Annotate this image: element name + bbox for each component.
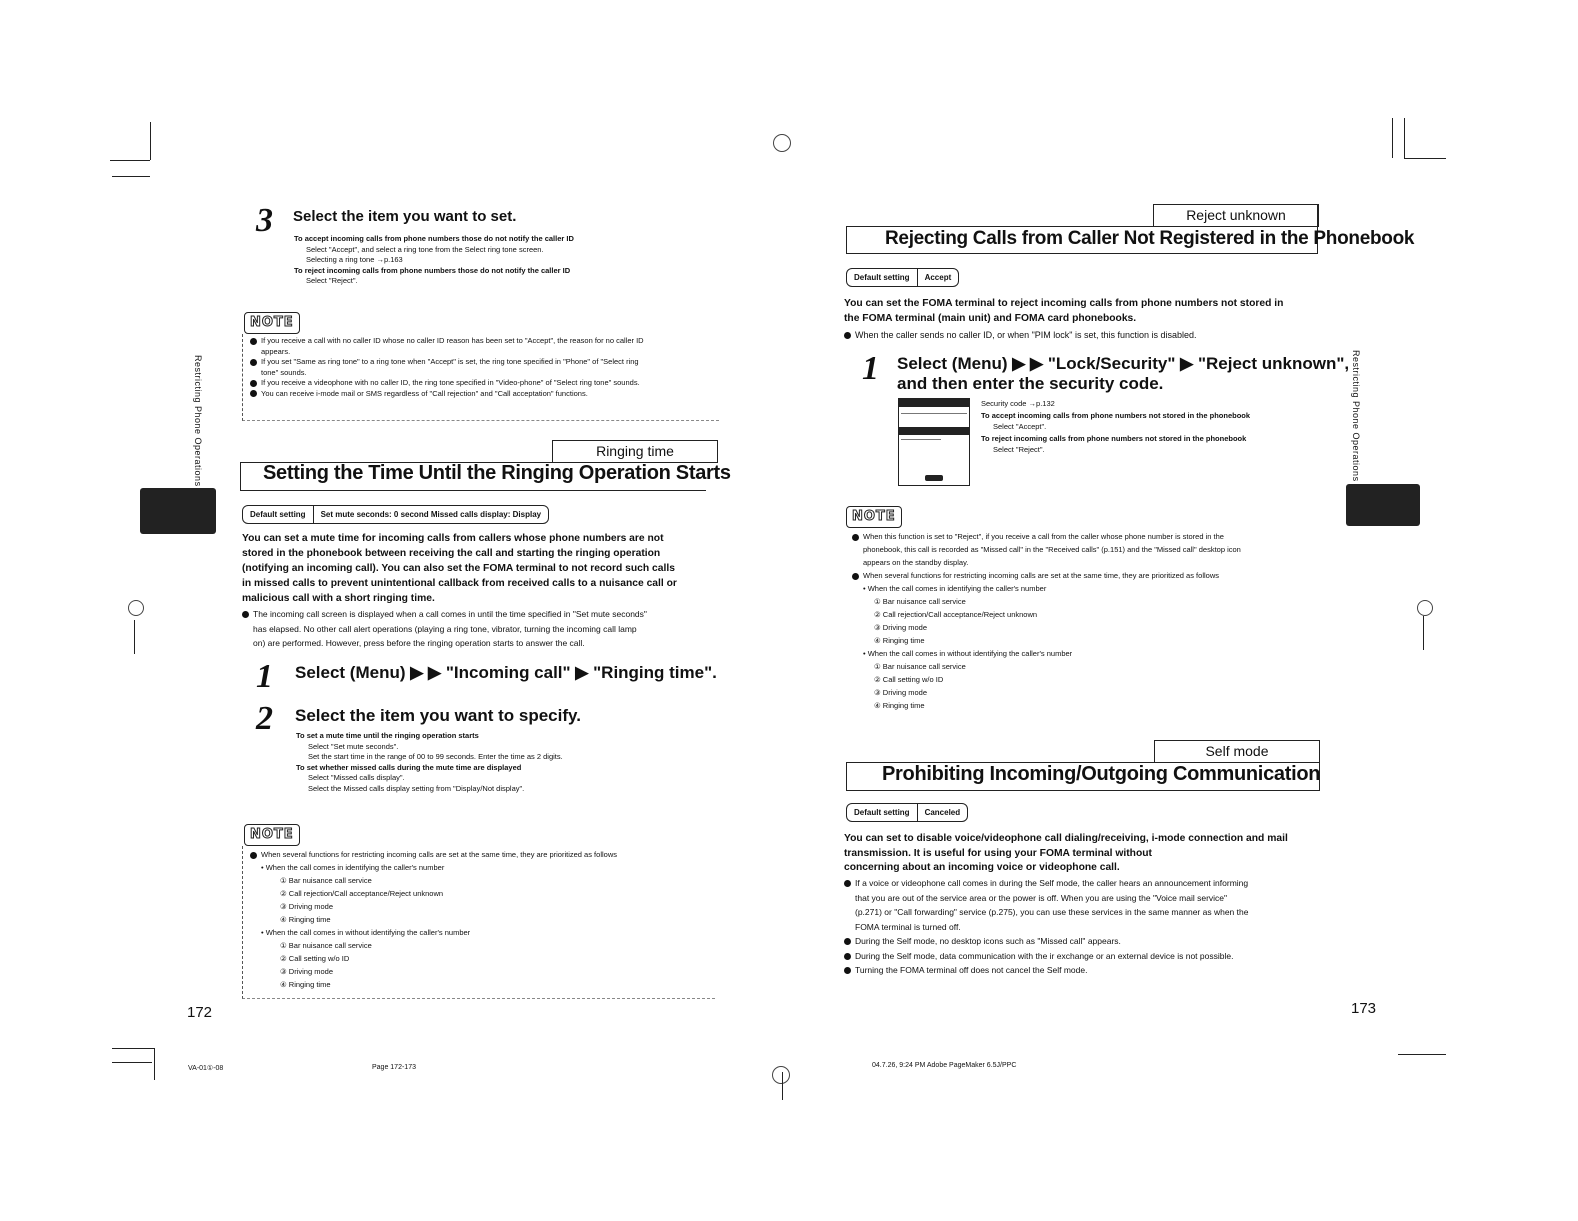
text-content: To reject incoming calls from phone numbers those do not notify the caller ID [294,265,571,275]
screen-selected-row [899,427,969,435]
bullet-dot [250,852,257,859]
text-line [250,336,644,347]
text-content: When several functions for restricting incoming calls are set at the same time, they are prioritized as follows [261,850,617,859]
text-content: appears on the standby display. [863,558,969,567]
text-line [844,891,1248,906]
crop-mark [1404,118,1405,158]
crop-mark [1423,616,1424,650]
bullet-dot [844,880,851,887]
text-line [844,905,1248,920]
divider [846,226,1318,227]
text-line [250,874,617,887]
divider [846,226,847,254]
text-content: To set whether missed calls during the mute time are displayed [296,762,522,772]
text-content: • When the call comes in without identifying the caller's number [863,649,1073,658]
text-content: You can receive i-mode mail or SMS regardless of "Call rejection" and "Call acceptation" functions. [261,388,588,398]
side-tab [1346,484,1420,526]
text-content: Select "Accept", and select a ring tone from the Select ring tone screen. [306,244,544,254]
text-content: ③ Driving mode [874,688,927,697]
text-line [852,647,1241,660]
text-content: To reject incoming calls from phone numbers not stored in the phonebook [981,433,1247,443]
text-line [250,357,644,368]
text-content: that you are out of the service area or the power is off. When you are using the "Voice mail service" [855,892,1228,903]
text-content: • When the call comes in without identifying the caller's number [261,928,471,937]
text-content: Security code →p.132 [981,399,1055,408]
text-line [296,752,563,763]
text-content: • When the call comes in identifying the caller's number [863,584,1047,593]
text-content: (p.271) or "Call forwarding" service (p.275), you can use these services in the same manner as when the [855,907,1249,917]
step-number: 3 [256,202,273,239]
text-line [250,389,644,400]
bullet-dot [844,332,851,339]
bullet-dot [250,390,257,397]
bullet-dot [852,573,859,580]
text-line [852,686,1241,699]
text-content: Turning the FOMA terminal off does not cancel the Self mode. [855,965,1088,975]
default-setting-label: Default setting [854,808,910,817]
crop-mark [112,1062,152,1063]
step-details [294,234,574,287]
screen-title-bar [899,399,969,407]
divider [240,462,241,490]
bullet-line: When the caller sends no caller ID, or when "PIM lock" is set, this function is disabled. [855,330,1197,340]
bullet-text [242,607,647,651]
intro-text [844,832,1288,876]
text-content: Selecting a ring tone →p.163 [306,255,403,264]
default-setting-box [242,505,549,524]
text-line [844,934,1248,949]
divider [846,790,1320,791]
side-label: Restricting Phone Operations [193,355,203,487]
text-content: malicious call with a short ringing time. [242,593,435,604]
text-line [981,398,1250,410]
text-content: Select "Reject". [993,445,1045,454]
note-badge: NOTE [244,312,300,334]
crop-mark [1404,158,1446,159]
text-content: During the Self mode, data communication with the ir exchange or an external device is not possible. [855,950,1234,961]
screen-row [901,439,941,440]
text-content: ② Call rejection/Call acceptance/Reject unknown [874,610,1038,619]
footer-page: Page 172-173 [372,1064,416,1071]
text-line [242,636,647,651]
side-label: Restricting Phone Operations [1351,350,1361,482]
crop-mark [134,620,135,654]
step-details [981,398,1250,456]
text-content: on) are performed. However, press before the ringing operation starts to answer the call. [253,638,585,648]
text-content: ③ Driving mode [874,623,927,632]
text-content: Select "Reject". [306,276,358,285]
text-line [981,444,1250,456]
text-content: When this function is set to "Reject", if you receive a call from the caller whose phone number is stored in the [863,532,1224,541]
bullet-dot [844,967,851,974]
bullet-dot [852,534,859,541]
text-content: Select the Missed calls display setting from "Display/Not display". [308,783,525,793]
text-content: Select "Accept". [993,422,1047,431]
text-line [981,421,1250,433]
text-line [296,731,563,742]
text-content: phonebook, this call is recorded as "Missed call" in the "Received calls" (p.151) and the "Missed call" desktop icon [863,545,1241,554]
section-tag: Self mode [1154,740,1320,763]
text-line [844,861,1288,876]
default-setting-box [846,803,968,822]
bullet-dot [242,611,249,618]
text-content: ① Bar nuisance call service [280,876,372,885]
text-content: If a voice or videophone call comes in during the Self mode, the caller hears an announcement informing [855,878,1249,888]
registration-mark [1417,600,1433,616]
text-line [250,347,644,358]
text-line [250,368,644,379]
text-content: To accept incoming calls from phone numbers those do not notify the caller ID [294,234,574,243]
text-line [981,410,1250,422]
text-line [242,531,677,546]
crop-mark [1392,118,1393,158]
text-content: Set the start time in the range of 00 to 99 seconds. Enter the time as 2 digits. [308,752,563,761]
text-line [242,576,677,591]
phone-screen-image [898,398,970,486]
section-tag: Reject unknown [1153,204,1319,227]
crop-mark [112,1048,154,1049]
footer-file: VA-01①-08 [188,1065,224,1072]
footer-info: 04.7.26, 9:24 PM Adobe PageMaker 6.5J/PPC [872,1062,1017,1069]
text-line [852,569,1241,582]
text-line [296,784,563,795]
text-content: ② Call setting w/o ID [874,675,944,684]
note-badge: NOTE [846,506,902,528]
note-content [250,336,644,399]
text-line [250,952,617,965]
text-content: has elapsed. No other call alert operations (playing a ring tone, vibrator, turning the incoming call lamp [253,623,637,634]
crop-mark [1398,1054,1446,1055]
text-line [844,876,1248,891]
text-content: You can set the FOMA terminal to reject incoming calls from phone numbers not stored in [844,298,1284,309]
side-tab [140,488,216,534]
text-line [844,920,1248,935]
text-line [296,773,563,784]
default-setting-value: Set mute seconds: 0 second Missed calls display: Display [313,506,549,523]
text-content: the FOMA terminal (main unit) and FOMA card phonebooks. [844,313,1137,324]
text-line [844,963,1248,978]
bullet-text [844,328,1197,342]
text-line [250,887,617,900]
text-line [250,978,617,991]
text-content: ④ Ringing time [874,636,925,645]
step-title: Select the item you want to specify. [295,706,581,725]
default-setting-label: Default setting [854,273,910,282]
text-content: • When the call comes in identifying the caller's number [261,863,445,872]
bullet-dot [250,380,257,387]
text-content: Select "Missed calls display". [308,773,405,782]
text-content: ② Call setting w/o ID [280,954,350,963]
crop-mark [150,122,151,160]
text-line [294,266,574,277]
default-setting-value: Accept [917,269,959,286]
text-content: (notifying an incoming call). You can also set the FOMA terminal to not record such calls [242,563,675,574]
bullet-dot [844,938,851,945]
text-line [844,847,1288,862]
text-line [852,595,1241,608]
intro-text [844,296,1283,326]
text-line [242,622,647,637]
text-line [852,621,1241,634]
text-line [294,276,574,287]
bullet-text [844,876,1248,978]
section-heading: Rejecting Calls from Caller Not Registered in the Phonebook [885,228,1415,249]
text-content: During the Self mode, no desktop icons such as "Missed call" appears. [855,936,1121,946]
note-badge: NOTE [244,824,300,846]
text-line [844,311,1283,326]
text-content: transmission. It is useful for using your FOMA terminal without [844,847,1152,859]
crop-mark [110,160,150,161]
page-number: 172 [187,1004,213,1021]
text-line [294,245,574,256]
text-content: in missed calls to prevent unintentional callback from received calls to a nuisance call or [242,578,677,589]
text-line [844,296,1283,311]
text-line [250,939,617,952]
text-content: ② Call rejection/Call acceptance/Reject unknown [280,889,444,898]
step-title: Select (Menu) ▶ ▶ "Incoming call" ▶ "Ringing time". [295,663,717,682]
divider [240,490,706,491]
text-content: stored in the phonebook between receiving the call and starting the ringing operation [242,548,661,559]
page-number: 173 [1351,1000,1377,1017]
step-number: 1 [256,658,273,695]
text-content: If you receive a videophone with no caller ID, the ring tone specified in "Video-phone" of "Select ring tone" sounds. [261,378,640,387]
text-content: When several functions for restricting incoming calls are set at the same time, they are prioritized as follows [863,571,1219,580]
text-content: ④ Ringing time [874,701,925,710]
step-title: Select (Menu) ▶ ▶ "Lock/Security" ▶ "Reject unknown", [897,354,1350,373]
registration-mark [128,600,144,616]
bullet-dot [844,953,851,960]
step-title: and then enter the security code. [897,374,1164,393]
text-line [852,634,1241,647]
text-line [844,949,1248,964]
text-line [852,582,1241,595]
default-setting-box [846,268,959,287]
section-heading: Setting the Time Until the Ringing Operation Starts [263,462,731,484]
text-content: FOMA terminal is turned off. [855,921,961,932]
text-content: ③ Driving mode [280,967,333,976]
text-content: To accept incoming calls from phone numbers not stored in the phonebook [981,410,1251,420]
text-line [250,378,644,389]
text-line [852,530,1241,543]
note-content [852,530,1241,712]
divider [846,762,847,790]
text-line [242,561,677,576]
text-content: Select "Set mute seconds". [308,741,399,751]
text-line [242,546,677,561]
text-content: tone" sounds. [261,367,307,377]
text-line [294,255,574,266]
text-content: ④ Ringing time [280,980,331,989]
step-details [296,731,563,794]
text-line [242,591,677,606]
text-line [250,861,617,874]
default-setting-value: Canceled [917,804,968,821]
crop-mark [782,1072,783,1100]
crop-mark [154,1048,155,1080]
text-line [250,926,617,939]
screen-softkey [925,475,943,481]
text-line [296,742,563,753]
text-content: If you receive a call with no caller ID whose no caller ID reason has been set to "Accept", the reason for no caller ID [261,336,644,345]
text-line [852,608,1241,621]
text-content: concerning about an incoming voice or videophone call. [844,862,1120,873]
text-line [844,832,1288,847]
text-line [250,913,617,926]
text-content: You can set a mute time for incoming calls from callers whose phone numbers are not [242,533,664,544]
text-line [852,673,1241,686]
text-line [294,234,574,245]
divider [846,253,1318,254]
text-line [242,607,647,622]
registration-mark [773,134,791,152]
text-line [852,543,1241,556]
text-line [250,965,617,978]
text-content: To set a mute time until the ringing operation starts [296,731,479,740]
intro-text [242,531,677,606]
section-tag: Ringing time [552,440,718,463]
text-content: ① Bar nuisance call service [874,597,966,606]
step-title: Select the item you want to set. [293,208,517,225]
text-line [981,433,1250,445]
text-content: If you set "Same as ring tone" to a ring tone when "Accept" is set, the ring tone specified in "Phone" of "Select ring [261,357,639,366]
text-content: The incoming call screen is displayed when a call comes in until the time specified in "Set mute seconds" [253,609,647,619]
step-number: 1 [862,350,879,387]
crop-mark [112,176,150,177]
text-content: You can set to disable voice/videophone call dialing/receiving, i-mode connection and mail [844,833,1288,844]
text-line [250,900,617,913]
default-setting-label: Default setting [250,510,306,519]
text-content: ③ Driving mode [280,902,333,911]
text-content: ① Bar nuisance call service [874,662,966,671]
text-line [852,556,1241,569]
text-line [852,660,1241,673]
text-content: ① Bar nuisance call service [280,941,372,950]
text-content: ④ Ringing time [280,915,331,924]
text-line [852,699,1241,712]
text-line [296,763,563,774]
bullet-dot [250,338,257,345]
text-content: appears. [261,346,291,356]
note-content [250,848,617,991]
text-line [250,848,617,861]
step-number: 2 [256,700,273,737]
screen-row [901,413,967,414]
section-heading: Prohibiting Incoming/Outgoing Communication [882,763,1321,785]
registration-mark [772,1066,790,1084]
bullet-dot [250,359,257,366]
